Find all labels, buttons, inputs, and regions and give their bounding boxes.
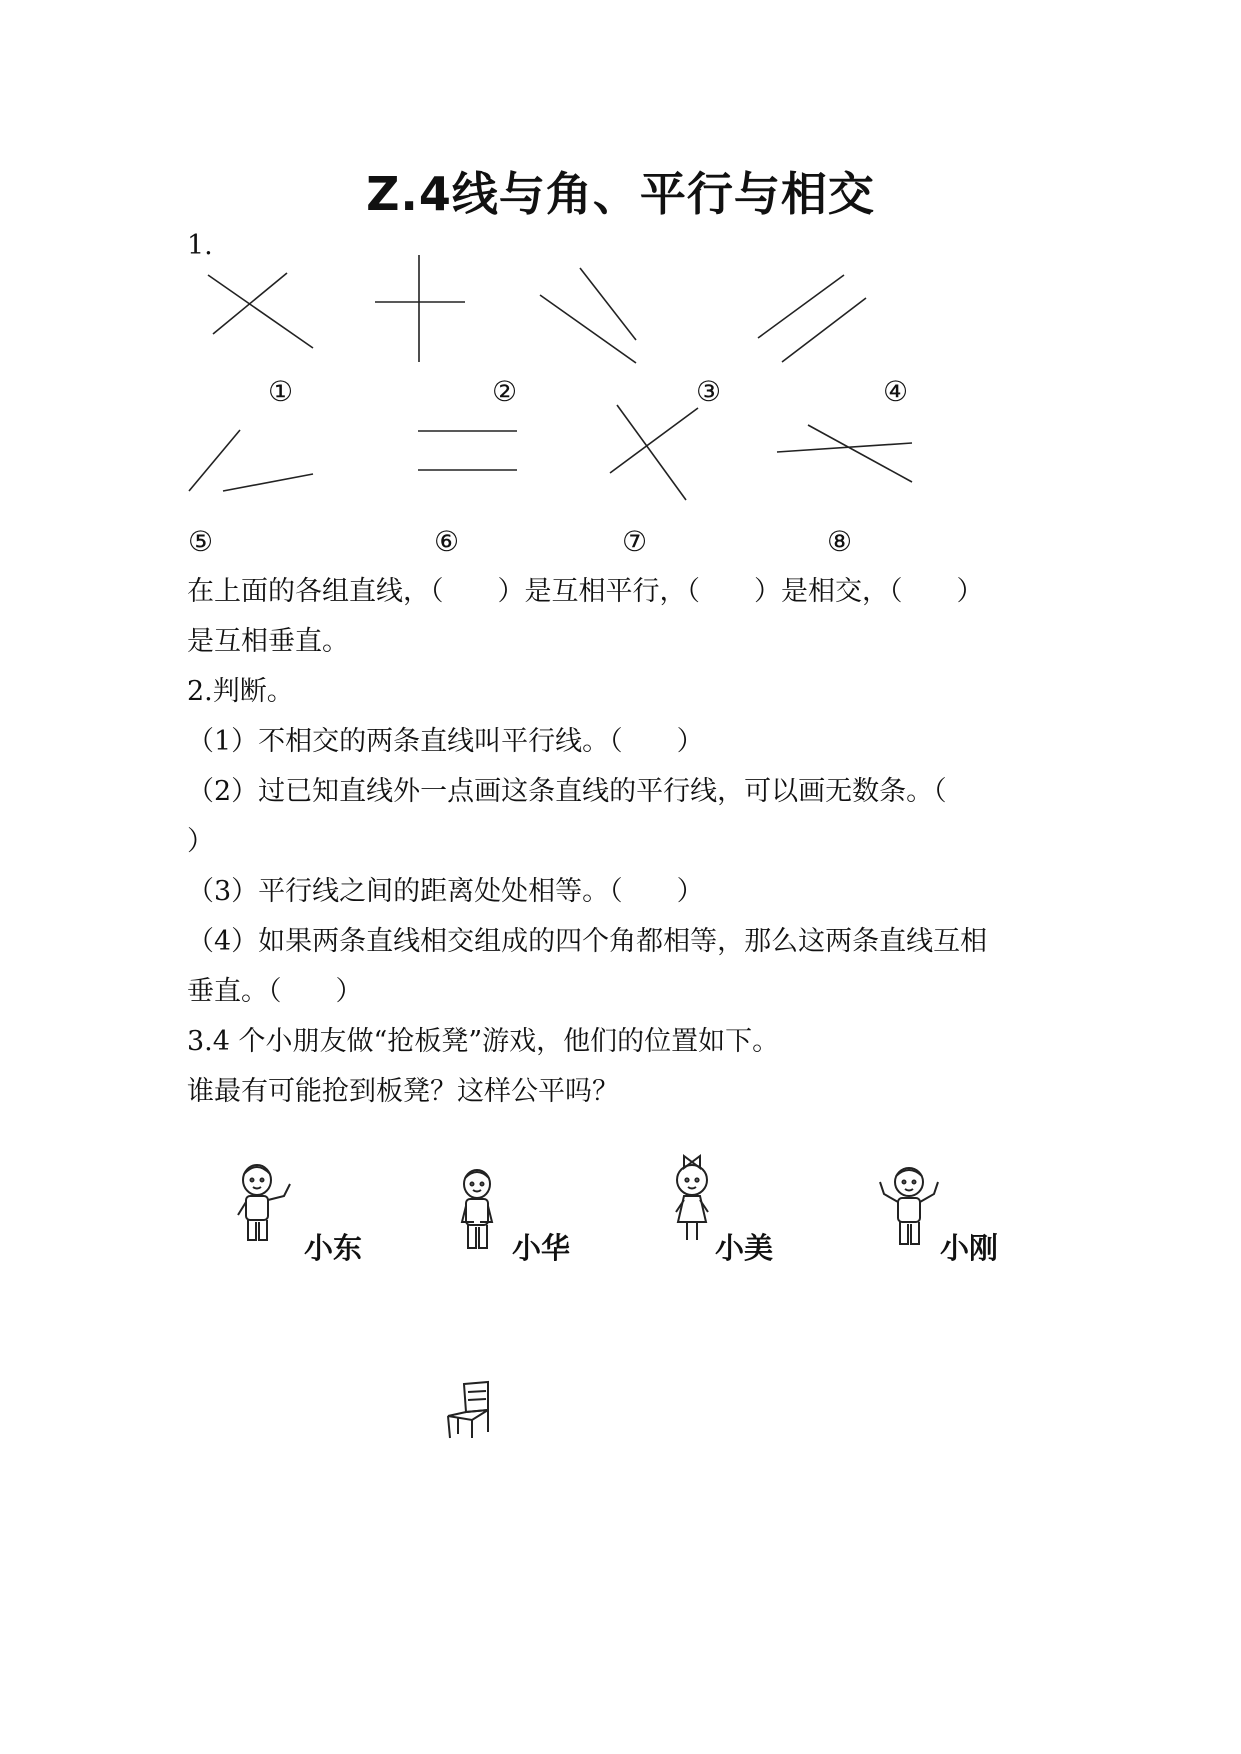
figure-label-4: ④ <box>883 375 909 408</box>
figure-6-parallel-lines <box>418 431 517 470</box>
figure-label-8: ⑧ <box>827 525 853 558</box>
question-1-number: 1. <box>187 230 213 261</box>
question-2-item-2-continued: ） <box>187 826 214 857</box>
question-2-item-1: （1）不相交的两条直线叫平行线。（ ） <box>187 726 704 757</box>
child-xiaodong-icon <box>232 1160 302 1256</box>
child-name-xiaodong: 小东 <box>304 1231 363 1265</box>
question-1-text-line-1: 在上面的各组直线，（ ）是互相平行，（ ）是相交，（ ） <box>187 576 984 607</box>
figure-label-5: ⑤ <box>188 525 214 558</box>
child-name-xiaomei: 小美 <box>715 1231 774 1265</box>
figure-label-3: ③ <box>696 375 722 408</box>
question-2-item-2: （2）过已知直线外一点画这条直线的平行线，可以画无数条。（ <box>187 776 947 807</box>
figure-label-2: ② <box>492 375 518 408</box>
child-xiaohua-icon <box>452 1166 502 1260</box>
question-2-item-4: （4）如果两条直线相交组成的四个角都相等，那么这两条直线互相 <box>187 926 988 957</box>
chair-icon <box>444 1380 500 1446</box>
figure-4-parallel-lines <box>758 275 866 362</box>
question-1-text-line-2: 是互相垂直。 <box>187 626 349 657</box>
figure-1-intersecting-lines <box>208 273 313 348</box>
figure-5-lines <box>189 430 313 491</box>
question-3-line-2: 谁最有可能抢到板凳？这样公平吗？ <box>187 1076 619 1107</box>
question-3-line-1: 3.4 个小朋友做“抢板凳”游戏，他们的位置如下。 <box>187 1026 780 1057</box>
figure-2-perpendicular-lines <box>375 255 465 362</box>
question-2-item-4-continued: 垂直。（ ） <box>187 976 363 1007</box>
figure-label-6: ⑥ <box>434 525 460 558</box>
child-xiaomei-icon <box>664 1150 720 1254</box>
page-title: Z.4线与角、平行与相交 <box>366 167 875 221</box>
question-2-heading: 2.判断。 <box>187 676 294 707</box>
figure-label-1: ① <box>268 375 294 408</box>
child-name-xiaogang: 小刚 <box>940 1231 999 1265</box>
figure-3-nonparallel-lines <box>540 268 636 363</box>
line-figures <box>0 0 1241 560</box>
child-xiaogang-icon <box>874 1164 944 1260</box>
question-2-item-3: （3）平行线之间的距离处处相等。（ ） <box>187 876 704 907</box>
figure-label-7: ⑦ <box>622 525 648 558</box>
child-name-xiaohua: 小华 <box>512 1231 571 1265</box>
figure-7-perpendicular-lines <box>610 405 698 500</box>
figure-8-intersecting-lines <box>777 425 912 482</box>
